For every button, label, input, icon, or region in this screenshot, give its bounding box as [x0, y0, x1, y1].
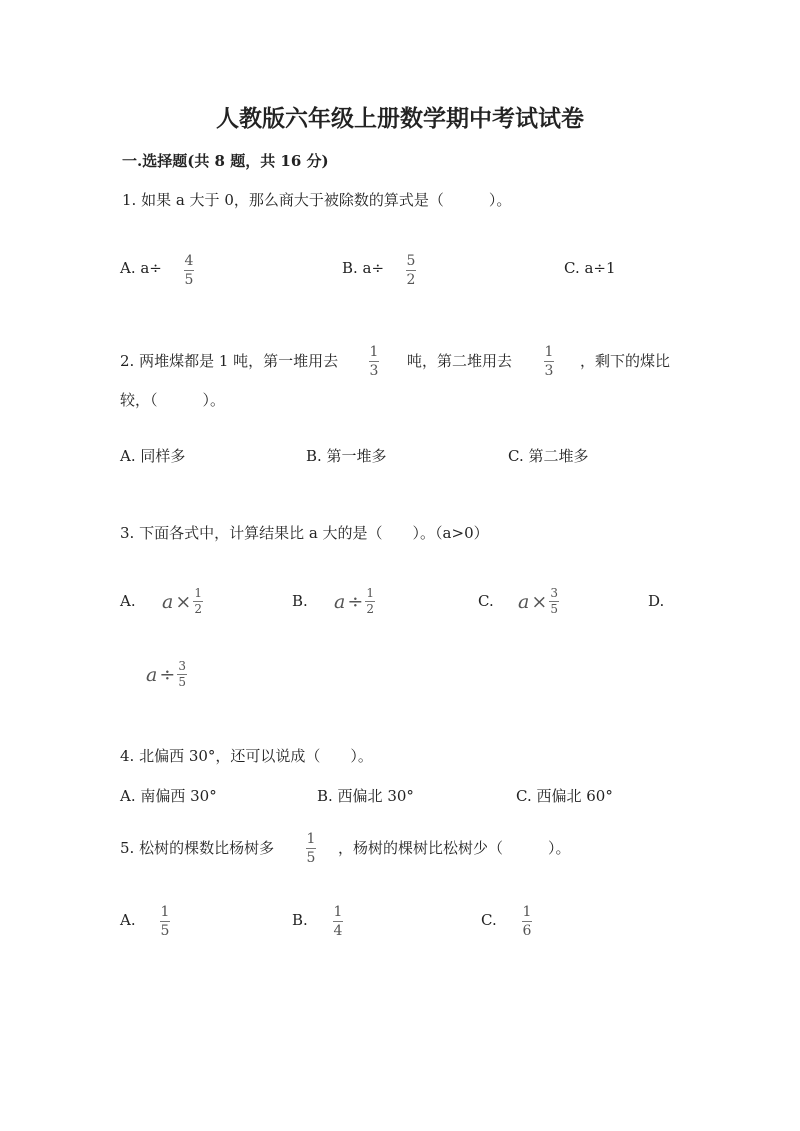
question-3-option-d-label: D.: [648, 592, 665, 610]
question-5-option-b-label: B.: [292, 911, 308, 929]
fraction-denominator: 4: [333, 923, 343, 939]
question-1-option-b-label: B. a÷: [342, 259, 385, 277]
fraction-numerator: 3: [550, 586, 559, 600]
expression-fraction: [193, 587, 203, 616]
question-2-stem-part3: ，剩下的煤比: [580, 352, 671, 370]
fraction-numerator: 4: [184, 253, 194, 269]
question-5-option-b-fraction: [333, 904, 343, 939]
section-heading: 一.选择题(共 8 题，共 16 分): [122, 152, 329, 170]
question-2-stem-part1: 2. 两堆煤都是 1 吨，第一堆用去: [120, 352, 339, 370]
expression-fraction: [177, 660, 187, 689]
fraction-denominator: 5: [178, 675, 187, 689]
question-5-stem-part1: 5. 松树的棵数比杨树多: [120, 839, 275, 857]
fraction-denominator: 3: [544, 363, 554, 379]
question-5-option-c-fraction: [522, 904, 532, 939]
fraction-denominator: 3: [369, 363, 379, 379]
question-3-option-b-label: B.: [292, 592, 308, 610]
question-3-option-b-expression: [334, 587, 375, 616]
question-5-fraction: [306, 831, 316, 866]
fraction-numerator: 1: [333, 904, 343, 920]
question-4-option-a: A. 南偏西 30°: [120, 787, 217, 805]
question-5-option-a-fraction: [160, 904, 170, 939]
question-2-option-a: A. 同样多: [120, 447, 186, 465]
fraction-numerator: 1: [160, 904, 170, 920]
fraction-denominator: 2: [194, 602, 203, 616]
question-2-stem-part2: 吨，第二堆用去: [407, 352, 513, 370]
math-variable: a: [146, 663, 158, 686]
question-3-option-c-expression: [518, 587, 559, 616]
question-3-stem: 3. 下面各式中，计算结果比 a 大的是（ ）。（a>0）: [120, 524, 489, 542]
fraction-numerator: 3: [178, 659, 187, 673]
question-2-option-b: B. 第一堆多: [306, 447, 387, 465]
question-2-option-c: C. 第二堆多: [508, 447, 589, 465]
question-1-option-a-fraction: [184, 253, 194, 288]
fraction-numerator: 1: [194, 586, 203, 600]
question-4-stem: 4. 北偏西 30°，还可以说成（ ）。: [120, 747, 373, 765]
fraction-denominator: 2: [406, 272, 416, 288]
question-1-stem: 1. 如果 a 大于 0，那么商大于被除数的算式是（ ）。: [122, 191, 512, 209]
expression-fraction: [365, 587, 375, 616]
question-2-fraction-2: [544, 344, 554, 379]
page-title: 人教版六年级上册数学期中考试试卷: [216, 105, 584, 132]
question-1-option-a-label: A. a÷: [120, 259, 162, 277]
fraction-numerator: 1: [544, 344, 554, 360]
divide-operator: ÷: [347, 590, 364, 613]
fraction-denominator: 5: [550, 602, 559, 616]
fraction-numerator: 5: [406, 253, 416, 269]
fraction-denominator: 5: [160, 923, 170, 939]
expression-fraction: [549, 587, 559, 616]
question-3-option-c-label: C.: [478, 592, 494, 610]
question-2-fraction-1: [369, 344, 379, 379]
question-2-stem-line2: 较，（ ）。: [120, 391, 226, 409]
times-operator: ×: [531, 590, 548, 613]
question-5-option-c-label: C.: [481, 911, 497, 929]
fraction-numerator: 1: [366, 586, 375, 600]
question-5-option-a-label: A.: [120, 911, 136, 929]
math-variable: a: [162, 590, 174, 613]
fraction-denominator: 2: [366, 602, 375, 616]
math-variable: a: [334, 590, 346, 613]
math-variable: a: [518, 590, 530, 613]
question-4-option-c: C. 西偏北 60°: [516, 787, 613, 805]
question-1-option-c: C. a÷1: [564, 259, 616, 277]
question-4-option-b: B. 西偏北 30°: [317, 787, 414, 805]
question-3-option-d-expression: [146, 660, 187, 689]
fraction-numerator: 1: [369, 344, 379, 360]
question-3-option-a-expression: [162, 587, 203, 616]
fraction-numerator: 1: [306, 831, 316, 847]
question-1-option-b-fraction: [406, 253, 416, 288]
fraction-numerator: 1: [522, 904, 532, 920]
times-operator: ×: [175, 590, 192, 613]
fraction-denominator: 5: [306, 850, 316, 866]
question-5-stem-part2: ，杨树的棵树比松树少（ ）。: [338, 839, 571, 857]
fraction-denominator: 5: [184, 272, 194, 288]
fraction-denominator: 6: [522, 923, 532, 939]
question-3-option-a-label: A.: [120, 592, 136, 610]
divide-operator: ÷: [159, 663, 176, 686]
